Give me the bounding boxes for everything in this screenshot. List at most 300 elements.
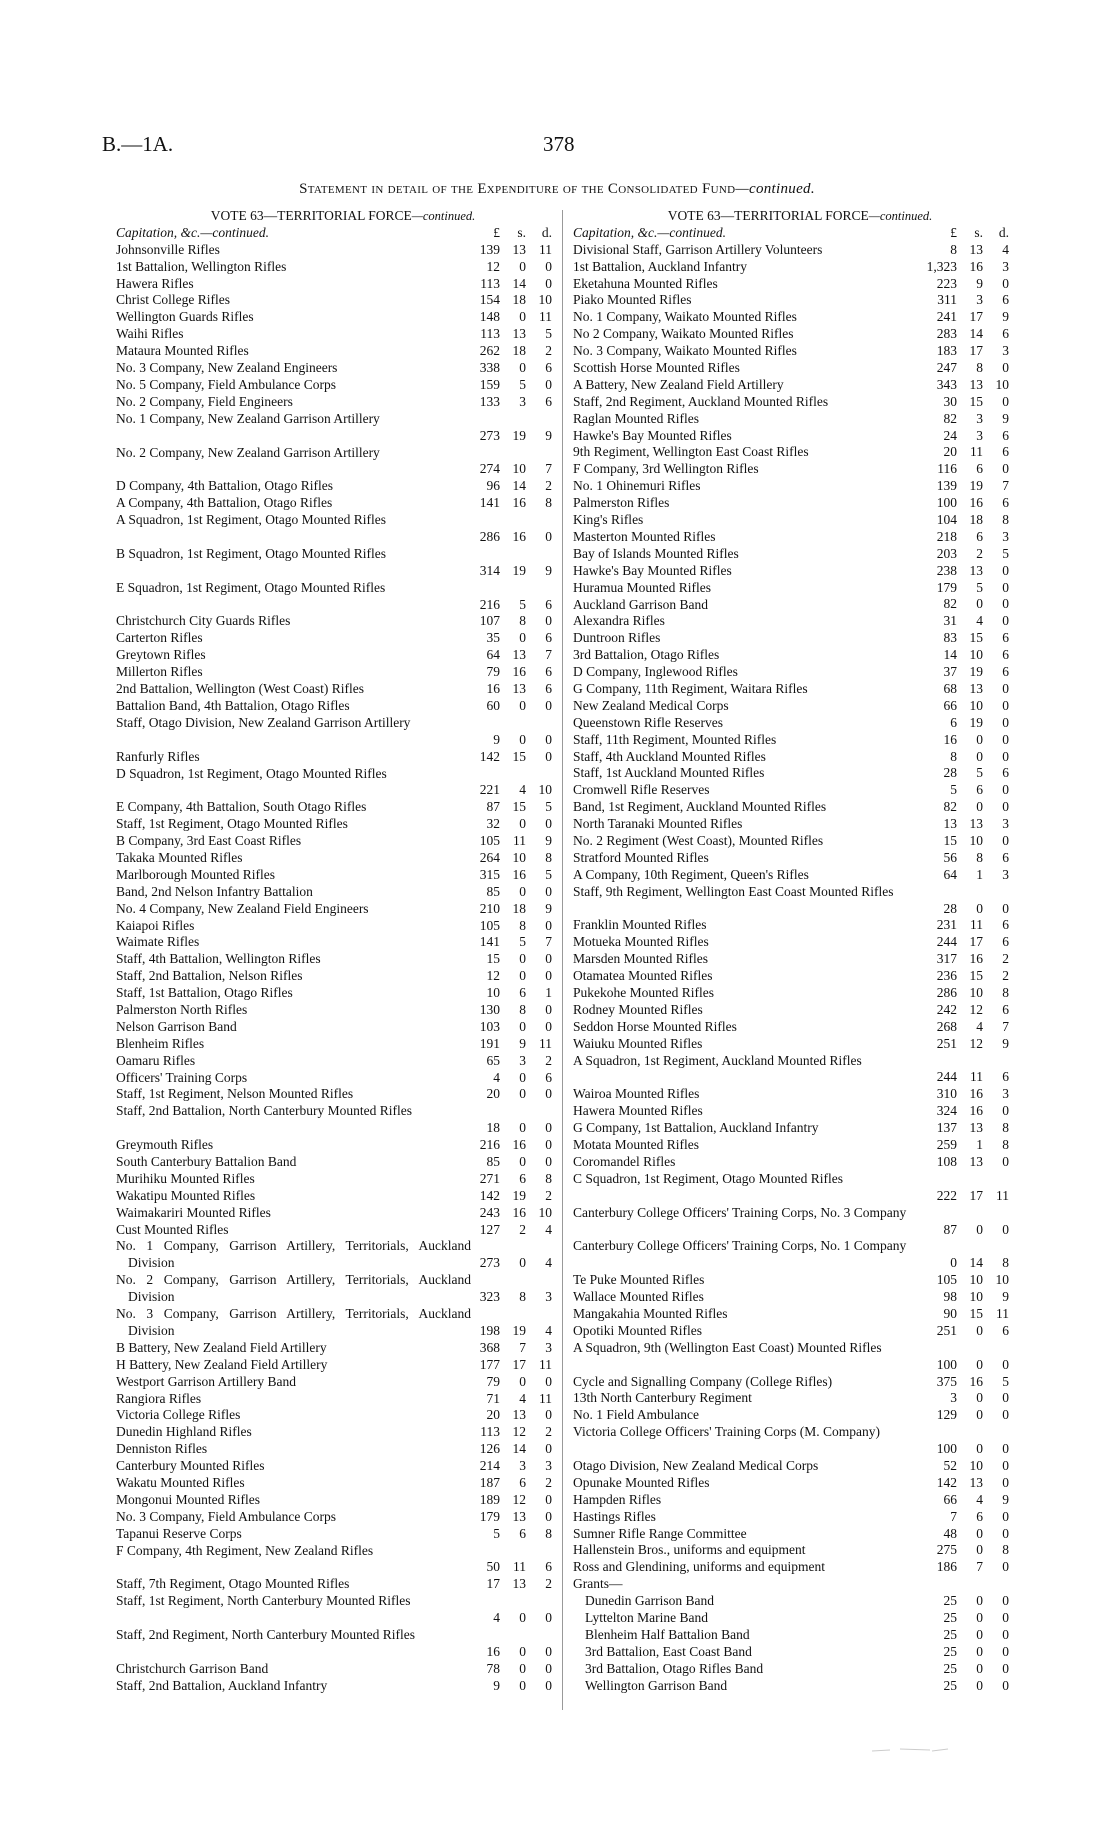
item-label: Duntroon Rifles (573, 630, 661, 646)
pounds-value: 210 (479, 900, 500, 916)
item-label: 3rd Battalion, Otago Rifles (573, 647, 720, 663)
shillings-value: 3 (976, 410, 983, 426)
pence-value: 5 (545, 326, 552, 342)
pence-value: 3 (1002, 343, 1009, 359)
item-label: Christ College Rifles (116, 292, 230, 308)
shillings-value: 6 (976, 461, 983, 477)
pounds-value: 231 (936, 917, 957, 933)
shillings-value: 7 (519, 1339, 526, 1355)
table-row (573, 833, 1013, 850)
table-row (116, 1238, 556, 1272)
vote-title: VOTE 63—TERRITORIAL FORCE (210, 208, 412, 223)
item-label: Christchurch City Guards Rifles (116, 613, 291, 629)
pence-value: 8 (545, 1525, 552, 1541)
item-label: G Company, 1st Battalion, Auckland Infantry (573, 1120, 819, 1136)
document-reference: B.—1A. (102, 132, 174, 156)
table-row (116, 715, 556, 749)
table-row (116, 901, 556, 918)
pence-value: 0 (1002, 1441, 1009, 1457)
shillings-value: 0 (519, 951, 526, 967)
shillings-value: 0 (976, 1390, 983, 1406)
shillings-header: s. (974, 224, 983, 240)
pounds-value: 8 (950, 241, 957, 257)
table-row (116, 1492, 556, 1509)
table-row (116, 377, 556, 394)
shillings-value: 9 (519, 1035, 526, 1051)
shillings-value: 16 (512, 664, 526, 680)
pence-value: 0 (545, 1643, 552, 1659)
table-row (573, 749, 1013, 766)
pounds-value: 108 (936, 1153, 957, 1169)
shillings-value: 11 (970, 1069, 983, 1085)
item-label: Motueka Mounted Rifles (573, 934, 709, 950)
table-row (116, 951, 556, 968)
pence-value: 6 (1002, 647, 1009, 663)
pounds-value: 375 (936, 1373, 957, 1389)
pounds-value: 189 (479, 1491, 500, 1507)
shillings-value: 0 (976, 900, 983, 916)
pence-value: 0 (1002, 1525, 1009, 1541)
table-row (573, 1390, 1013, 1407)
table-row (573, 1492, 1013, 1509)
pence-value: 6 (1002, 765, 1009, 781)
pence-value: 0 (545, 275, 552, 291)
pounds-value: 87 (486, 799, 500, 815)
item-label: Opunake Mounted Rifles (573, 1474, 710, 1490)
item-label: E Squadron, 1st Regiment, Otago Mounted Rifles (116, 579, 386, 595)
table-row (573, 630, 1013, 647)
pounds-value: 127 (479, 1221, 500, 1237)
item-label: Wakatipu Mounted Rifles (116, 1187, 256, 1203)
table-row (116, 664, 556, 681)
item-label: Scottish Horse Mounted Rifles (573, 360, 740, 376)
pence-value: 5 (1002, 545, 1009, 561)
shillings-value: 3 (519, 1052, 526, 1068)
pence-value: 0 (1002, 1559, 1009, 1575)
pounds-value: 25 (943, 1593, 957, 1609)
pence-value: 0 (545, 376, 552, 392)
table-row (573, 951, 1013, 968)
item-label: Bay of Islands Mounted Rifles (573, 545, 739, 561)
statement-heading (0, 181, 1114, 198)
table-row (573, 1627, 1013, 1644)
pounds-value: 71 (486, 1390, 500, 1406)
pence-value: 7 (545, 461, 552, 477)
item-label: No. 1 Field Ambulance (573, 1407, 699, 1423)
table-row (116, 1374, 556, 1391)
pounds-value: 286 (479, 528, 500, 544)
table-row (573, 276, 1013, 293)
pence-value: 0 (1002, 360, 1009, 376)
item-label: No. 1 Company, Waikato Mounted Rifles (573, 309, 797, 325)
pence-value: 0 (545, 731, 552, 747)
pounds-value: 79 (486, 1373, 500, 1389)
table-row (573, 428, 1013, 445)
item-label: Dunedin Highland Rifles (116, 1424, 252, 1440)
pence-value: 0 (545, 1407, 552, 1423)
shillings-value: 5 (976, 579, 983, 595)
pounds-value: 0 (950, 1255, 957, 1271)
subheading-row (573, 225, 1013, 242)
table-row (573, 1576, 1013, 1593)
shillings-value: 6 (519, 985, 526, 1001)
shillings-value: 14 (512, 275, 526, 291)
item-label: No. 3 Company, Waikato Mounted Rifles (573, 343, 797, 359)
pounds-value: 179 (936, 579, 957, 595)
shillings-value: 10 (512, 849, 526, 865)
pounds-value: 242 (936, 1001, 957, 1017)
shillings-value: 13 (969, 376, 983, 392)
table-row (116, 242, 556, 259)
item-label: Blenheim Half Battalion Band (585, 1626, 750, 1642)
pounds-value: 273 (479, 427, 500, 443)
item-label: Opotiki Mounted Rifles (573, 1322, 702, 1338)
pounds-value: 83 (943, 630, 957, 646)
table-row (573, 1306, 1013, 1323)
shillings-value: 18 (512, 343, 526, 359)
pence-value: 8 (545, 849, 552, 865)
table-row (116, 698, 556, 715)
shillings-value: 13 (969, 1120, 983, 1136)
shillings-value: 15 (969, 393, 983, 409)
shillings-value: 16 (512, 495, 526, 511)
pounds-value: 238 (936, 562, 957, 578)
shillings-value: 16 (969, 258, 983, 274)
pence-value: 9 (1002, 309, 1009, 325)
vote-continued: —continued. (868, 209, 933, 223)
table-row (573, 1019, 1013, 1036)
table-row (116, 1357, 556, 1374)
pence-value: 7 (545, 934, 552, 950)
table-row (573, 1509, 1013, 1526)
pence-value: 2 (545, 1576, 552, 1592)
item-label: Rodney Mounted Rifles (573, 1001, 703, 1017)
pounds-value: 85 (486, 1154, 500, 1169)
shillings-value: 6 (976, 1508, 983, 1524)
table-row (573, 1323, 1013, 1340)
item-label: South Canterbury Battalion Band (116, 1154, 297, 1170)
item-label: Marsden Mounted Rifles (573, 951, 708, 967)
pence-value: 0 (545, 1018, 552, 1034)
pounds-value: 105 (479, 917, 500, 933)
pence-value: 8 (1002, 984, 1009, 1000)
shillings-value: 13 (512, 241, 526, 257)
shillings-value: 15 (512, 799, 526, 815)
table-row (573, 529, 1013, 546)
shillings-value: 14 (969, 1255, 983, 1271)
pence-value: 2 (545, 478, 552, 494)
pounds-value: 87 (943, 1221, 957, 1237)
table-row (116, 1627, 556, 1661)
table-row (116, 613, 556, 630)
pounds-value: 343 (936, 376, 957, 392)
pence-value: 0 (545, 883, 552, 899)
pence-value: 0 (545, 816, 552, 832)
shillings-value: 0 (519, 1677, 526, 1693)
shillings-value: 13 (512, 1576, 526, 1592)
item-label: 1st Battalion, Wellington Rifles (116, 258, 287, 274)
table-row (116, 630, 556, 647)
pence-value: 3 (545, 1339, 552, 1355)
item-label: No. 2 Regiment (West Coast), Mounted Rifles (573, 832, 824, 848)
shillings-value: 19 (512, 1322, 526, 1338)
table-row (573, 1238, 1013, 1272)
shillings-value: 1 (976, 866, 983, 882)
shillings-value: 12 (969, 1001, 983, 1017)
table-row (116, 1103, 556, 1137)
shillings-value: 9 (976, 275, 983, 291)
table-row (573, 495, 1013, 512)
item-label: Wairoa Mounted Rifles (573, 1086, 700, 1102)
pence-value: 6 (1002, 326, 1009, 342)
shillings-value: 13 (512, 326, 526, 342)
pence-value: 0 (1002, 1643, 1009, 1659)
pounds-value: 273 (479, 1255, 500, 1271)
shillings-value: 0 (976, 1542, 983, 1558)
item-label: Wakatu Mounted Rifles (116, 1474, 245, 1490)
shillings-value: 0 (976, 1407, 983, 1423)
pence-value: 6 (545, 630, 552, 646)
pounds-value: 179 (479, 1508, 500, 1524)
shillings-value: 15 (512, 748, 526, 764)
table-row (116, 326, 556, 343)
table-row (116, 934, 556, 951)
item-label: Hallenstein Bros., uniforms and equipment (573, 1542, 806, 1558)
table-row (116, 580, 556, 614)
table-row (573, 309, 1013, 326)
table-row (573, 1002, 1013, 1019)
pence-value: 6 (1002, 934, 1009, 950)
shillings-value: 0 (519, 1660, 526, 1676)
pence-value: 0 (545, 1441, 552, 1457)
shillings-value: 11 (513, 1559, 526, 1575)
table-row (573, 917, 1013, 934)
shillings-value: 0 (519, 731, 526, 747)
pence-value: 9 (1002, 1035, 1009, 1051)
item-label: C Squadron, 1st Regiment, Otago Mounted Rifles (573, 1170, 843, 1186)
shillings-value: 3 (519, 1458, 526, 1474)
item-label: B Squadron, 1st Regiment, Otago Mounted Rifles (116, 545, 386, 561)
pounds-value: 5 (950, 782, 957, 798)
right-column (573, 208, 1013, 1695)
shillings-value: 10 (969, 984, 983, 1000)
pence-value: 6 (1002, 917, 1009, 933)
pence-value: 0 (1002, 731, 1009, 747)
shillings-value: 2 (519, 1221, 526, 1237)
item-label: Eketahuna Mounted Rifles (573, 275, 718, 291)
item-label: Staff, 11th Regiment, Mounted Rifles (573, 731, 777, 747)
shillings-value: 17 (512, 1356, 526, 1372)
table-row (116, 1036, 556, 1053)
shillings-value: 0 (976, 1643, 983, 1659)
pence-value: 11 (539, 1390, 552, 1406)
table-row (573, 597, 1013, 614)
pounds-value: 130 (479, 1001, 500, 1017)
table-row (573, 1593, 1013, 1610)
pence-value: 0 (1002, 1593, 1009, 1609)
shillings-value: 19 (512, 427, 526, 443)
item-label: North Taranaki Mounted Rifles (573, 816, 743, 832)
table-row (573, 850, 1013, 867)
shillings-value: 0 (976, 1610, 983, 1626)
shillings-value: 0 (519, 309, 526, 325)
table-row (573, 326, 1013, 343)
pounds-value: 82 (943, 799, 957, 815)
shillings-value: 0 (519, 1154, 526, 1169)
pounds-value: 64 (943, 866, 957, 882)
item-label: A Company, 10th Regiment, Queen's Rifles (573, 866, 809, 882)
pounds-value: 15 (943, 832, 957, 848)
pence-value: 0 (545, 1137, 552, 1153)
shillings-value: 13 (969, 1153, 983, 1169)
pounds-value: 103 (479, 1018, 500, 1034)
table-row (573, 867, 1013, 884)
table-row (116, 1019, 556, 1036)
item-label: Tapanui Reserve Corps (116, 1525, 242, 1541)
pence-value: 3 (1002, 1086, 1009, 1102)
item-label: Grants— (573, 1576, 623, 1592)
pounds-value: 251 (936, 1035, 957, 1051)
pence-value: 0 (1002, 1458, 1009, 1474)
table-row (116, 546, 556, 580)
table-row (116, 1593, 556, 1627)
item-label: Nelson Garrison Band (116, 1018, 237, 1034)
pence-value: 9 (1002, 410, 1009, 426)
pounds-value: 82 (943, 410, 957, 426)
table-row (573, 715, 1013, 732)
table-row (116, 1509, 556, 1526)
table-row (116, 749, 556, 766)
item-label: No. 4 Company, New Zealand Field Engineers (116, 900, 369, 916)
shillings-value: 0 (519, 1643, 526, 1659)
shillings-value: 18 (512, 292, 526, 308)
shillings-value: 8 (519, 1001, 526, 1017)
pounds-value: 259 (936, 1137, 957, 1153)
shillings-header: s. (517, 224, 526, 240)
table-row (573, 782, 1013, 799)
table-row (116, 292, 556, 309)
pence-value: 1 (545, 985, 552, 1001)
item-label: Kaiapoi Rifles (116, 917, 195, 933)
item-label: Staff, 2nd Regiment, North Canterbury Mounted Rifles (116, 1627, 415, 1643)
pence-value: 0 (1002, 748, 1009, 764)
pence-value: 0 (1002, 1660, 1009, 1676)
pounds-value: 142 (936, 1474, 957, 1490)
shillings-value: 6 (519, 1525, 526, 1541)
item-label: Band, 2nd Nelson Infantry Battalion (116, 883, 313, 899)
shillings-value: 19 (969, 664, 983, 680)
shillings-value: 17 (969, 934, 983, 950)
item-label: Staff, 9th Regiment, Wellington East Coast Mounted Rifles (573, 883, 894, 899)
item-label: Pukekohe Mounted Rifles (573, 985, 714, 1000)
pence-value: 6 (1002, 427, 1009, 443)
pence-value: 5 (545, 866, 552, 882)
shillings-value: 0 (519, 1086, 526, 1102)
table-row (116, 867, 556, 884)
pounds-value: 12 (486, 968, 500, 984)
pence-value: 3 (545, 1458, 552, 1474)
table-row (573, 1458, 1013, 1475)
table-row (573, 1559, 1013, 1576)
shillings-value: 12 (512, 1491, 526, 1507)
pence-value: 0 (1002, 1677, 1009, 1693)
table-row (573, 377, 1013, 394)
table-row (573, 1526, 1013, 1543)
pounds-value: 35 (486, 630, 500, 646)
pounds-value: 107 (479, 613, 500, 629)
pence-value: 6 (1002, 849, 1009, 865)
table-row (573, 934, 1013, 951)
item-label: Millerton Rifles (116, 664, 203, 680)
item-label: Rangiora Rifles (116, 1390, 202, 1406)
item-label: Auckland Garrison Band (573, 596, 708, 612)
pounds-value: 100 (936, 1356, 957, 1372)
item-label: 3rd Battalion, East Coast Band (585, 1643, 752, 1659)
shillings-value: 8 (519, 613, 526, 629)
table-row (116, 1154, 556, 1171)
shillings-value: 0 (976, 748, 983, 764)
item-label: Takaka Mounted Rifles (116, 849, 243, 865)
item-label: 1st Battalion, Auckland Infantry (573, 258, 747, 274)
shillings-value: 10 (512, 461, 526, 477)
shillings-value: 17 (969, 1187, 983, 1203)
pounds-value: 32 (486, 816, 500, 832)
item-label: No. 1 Company, Garrison Artillery, Territorials, Auckland Division (116, 1238, 471, 1271)
pence-value: 6 (1002, 1322, 1009, 1338)
table-row (116, 1002, 556, 1019)
pounds-value: 4 (493, 1610, 500, 1626)
shillings-value: 10 (969, 697, 983, 713)
item-label: Cromwell Rifle Reserves (573, 782, 710, 798)
item-label: Staff, 2nd Regiment, Auckland Mounted Rifles (573, 393, 829, 409)
pounds-value: 25 (943, 1626, 957, 1642)
shillings-value: 1 (976, 1137, 983, 1153)
pence-value: 6 (545, 681, 552, 697)
pence-value: 0 (1002, 832, 1009, 848)
pence-value: 10 (538, 782, 552, 798)
table-row (573, 1120, 1013, 1137)
item-label: Staff, 4th Battalion, Wellington Rifles (116, 951, 321, 967)
item-label: G Company, 11th Regiment, Waitara Rifles (573, 680, 808, 696)
table-row (116, 512, 556, 546)
pence-value: 6 (1002, 1001, 1009, 1017)
pence-value: 8 (1002, 1137, 1009, 1153)
shillings-value: 10 (969, 832, 983, 848)
item-label: No. 3 Company, Garrison Artillery, Territorials, Auckland Division (116, 1306, 471, 1338)
pence-value: 3 (1002, 528, 1009, 544)
shillings-value: 0 (976, 731, 983, 747)
item-label: A Battery, New Zealand Field Artillery (573, 376, 784, 392)
shillings-value: 13 (512, 647, 526, 663)
pounds-value: 10 (486, 985, 500, 1001)
shillings-value: 0 (976, 799, 983, 815)
pence-value: 11 (996, 1187, 1009, 1203)
pence-value: 0 (545, 968, 552, 984)
item-label: H Battery, New Zealand Field Artillery (116, 1356, 328, 1372)
pence-value: 8 (1002, 512, 1009, 528)
table-row (573, 732, 1013, 749)
pence-value: 0 (1002, 1407, 1009, 1423)
pounds-value: 221 (479, 782, 500, 798)
shillings-value: 14 (512, 1441, 526, 1457)
pence-value: 4 (545, 1255, 552, 1271)
item-label: Piako Mounted Rifles (573, 292, 692, 308)
pence-value: 9 (545, 833, 552, 849)
table-row (573, 1424, 1013, 1458)
item-label: Carterton Rifles (116, 630, 203, 646)
pence-value: 0 (1002, 562, 1009, 578)
item-label: Denniston Rifles (116, 1441, 208, 1457)
